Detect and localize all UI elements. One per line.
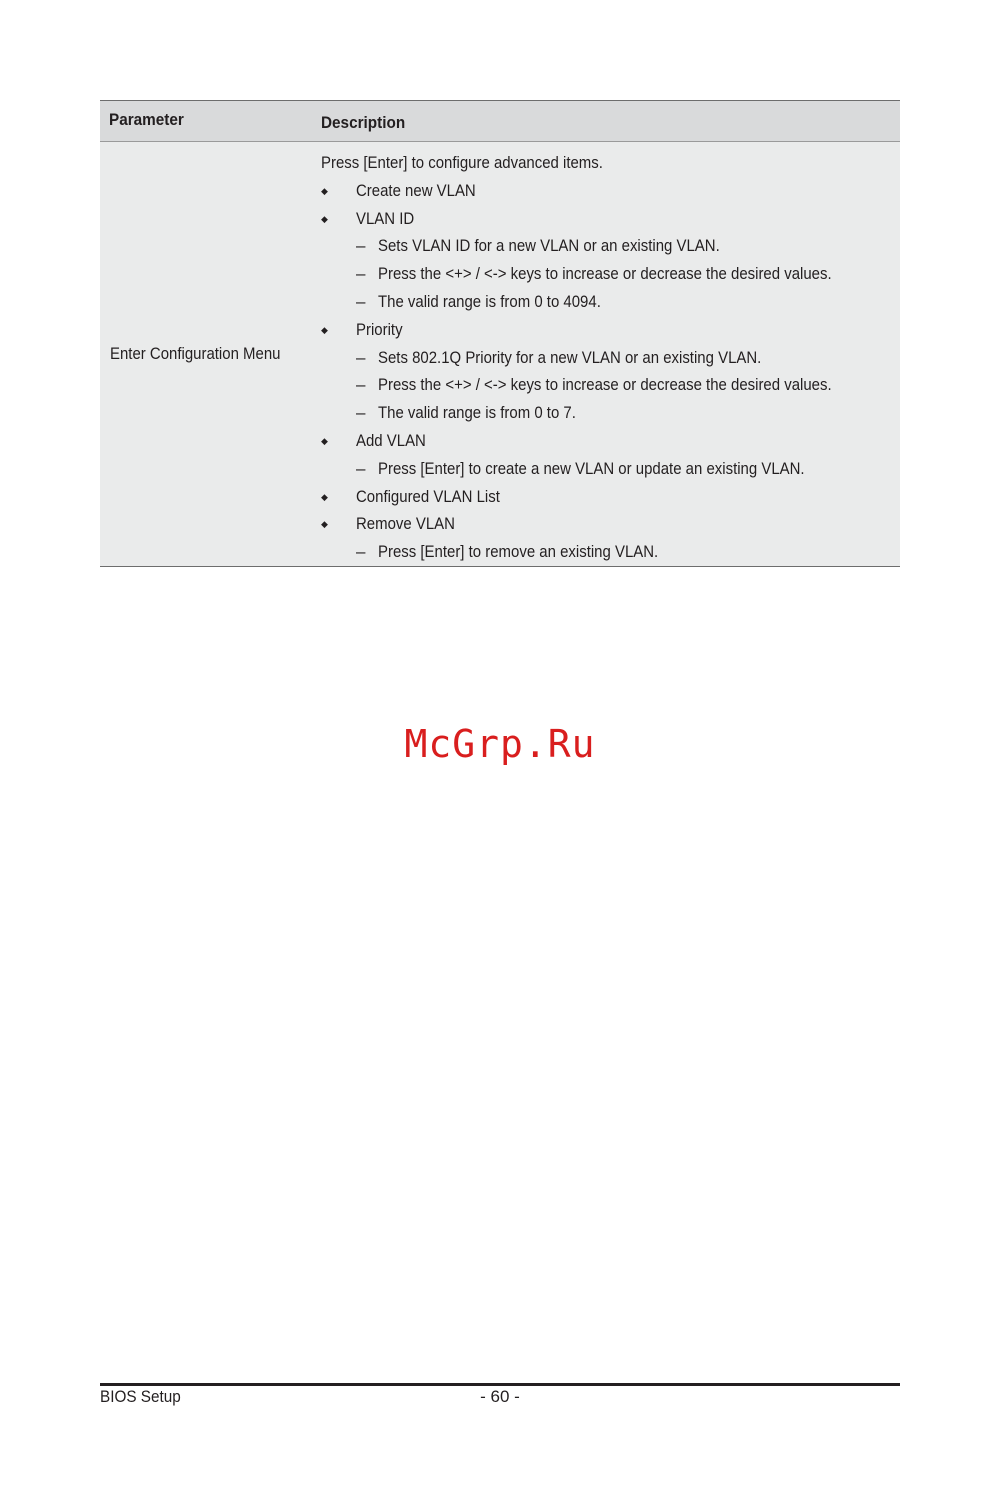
- table-header: [100, 101, 900, 142]
- description-intro: Press [Enter] to configure advanced items.: [321, 153, 603, 172]
- dash-icon: –: [356, 542, 366, 562]
- list-item: Add VLAN: [356, 431, 426, 450]
- footer-section-title: BIOS Setup: [100, 1387, 181, 1406]
- list-item: VLAN ID: [356, 208, 415, 228]
- description-cell: [321, 142, 900, 566]
- sub-list-item: Press [Enter] to create a new VLAN or update an existing VLAN.: [378, 458, 805, 478]
- footer-page-number: - 60 -: [480, 1387, 520, 1406]
- dash-icon: –: [356, 264, 366, 284]
- sub-list-item: The valid range is from 0 to 7.: [378, 403, 576, 423]
- parameter-cell: [100, 142, 321, 566]
- sub-list-item: Press [Enter] to remove an existing VLAN.: [378, 542, 659, 562]
- list-item: Remove VLAN: [356, 514, 455, 534]
- watermark-text: McGrp.Ru: [404, 722, 596, 766]
- bullet-icon: ◆: [321, 213, 328, 224]
- sub-list-item: Sets VLAN ID for a new VLAN or an existing VLAN.: [378, 236, 720, 256]
- list-item: Create new VLAN: [356, 180, 476, 200]
- dash-icon: –: [356, 347, 366, 367]
- parameter-name: Enter Configuration Menu: [110, 344, 281, 363]
- table-row: [100, 142, 900, 566]
- sub-list-item: Press the <+> / <-> keys to increase or decrease the desired values.: [378, 264, 832, 284]
- dash-icon: –: [356, 375, 366, 395]
- footer-divider: [100, 1383, 900, 1386]
- dash-icon: –: [356, 403, 366, 423]
- sub-list-item: The valid range is from 0 to 4094.: [378, 292, 601, 311]
- dash-icon: –: [356, 292, 366, 311]
- bullet-icon: ◆: [321, 519, 328, 530]
- dash-icon: –: [356, 236, 366, 256]
- parameter-table: [100, 100, 900, 567]
- bullet-icon: ◆: [321, 491, 328, 502]
- dash-icon: –: [356, 458, 366, 478]
- header-description: Description: [321, 113, 406, 132]
- list-item: Configured VLAN List: [356, 486, 500, 506]
- bullet-icon: ◆: [321, 436, 328, 446]
- bullet-icon: ◆: [321, 324, 328, 335]
- sub-list-item: Press the <+> / <-> keys to increase or decrease the desired values.: [378, 375, 832, 395]
- header-parameter: Parameter: [109, 110, 184, 129]
- list-item: Priority: [356, 319, 403, 339]
- sub-list-item: Sets 802.1Q Priority for a new VLAN or an existing VLAN.: [378, 347, 762, 367]
- bullet-icon: ◆: [321, 185, 328, 196]
